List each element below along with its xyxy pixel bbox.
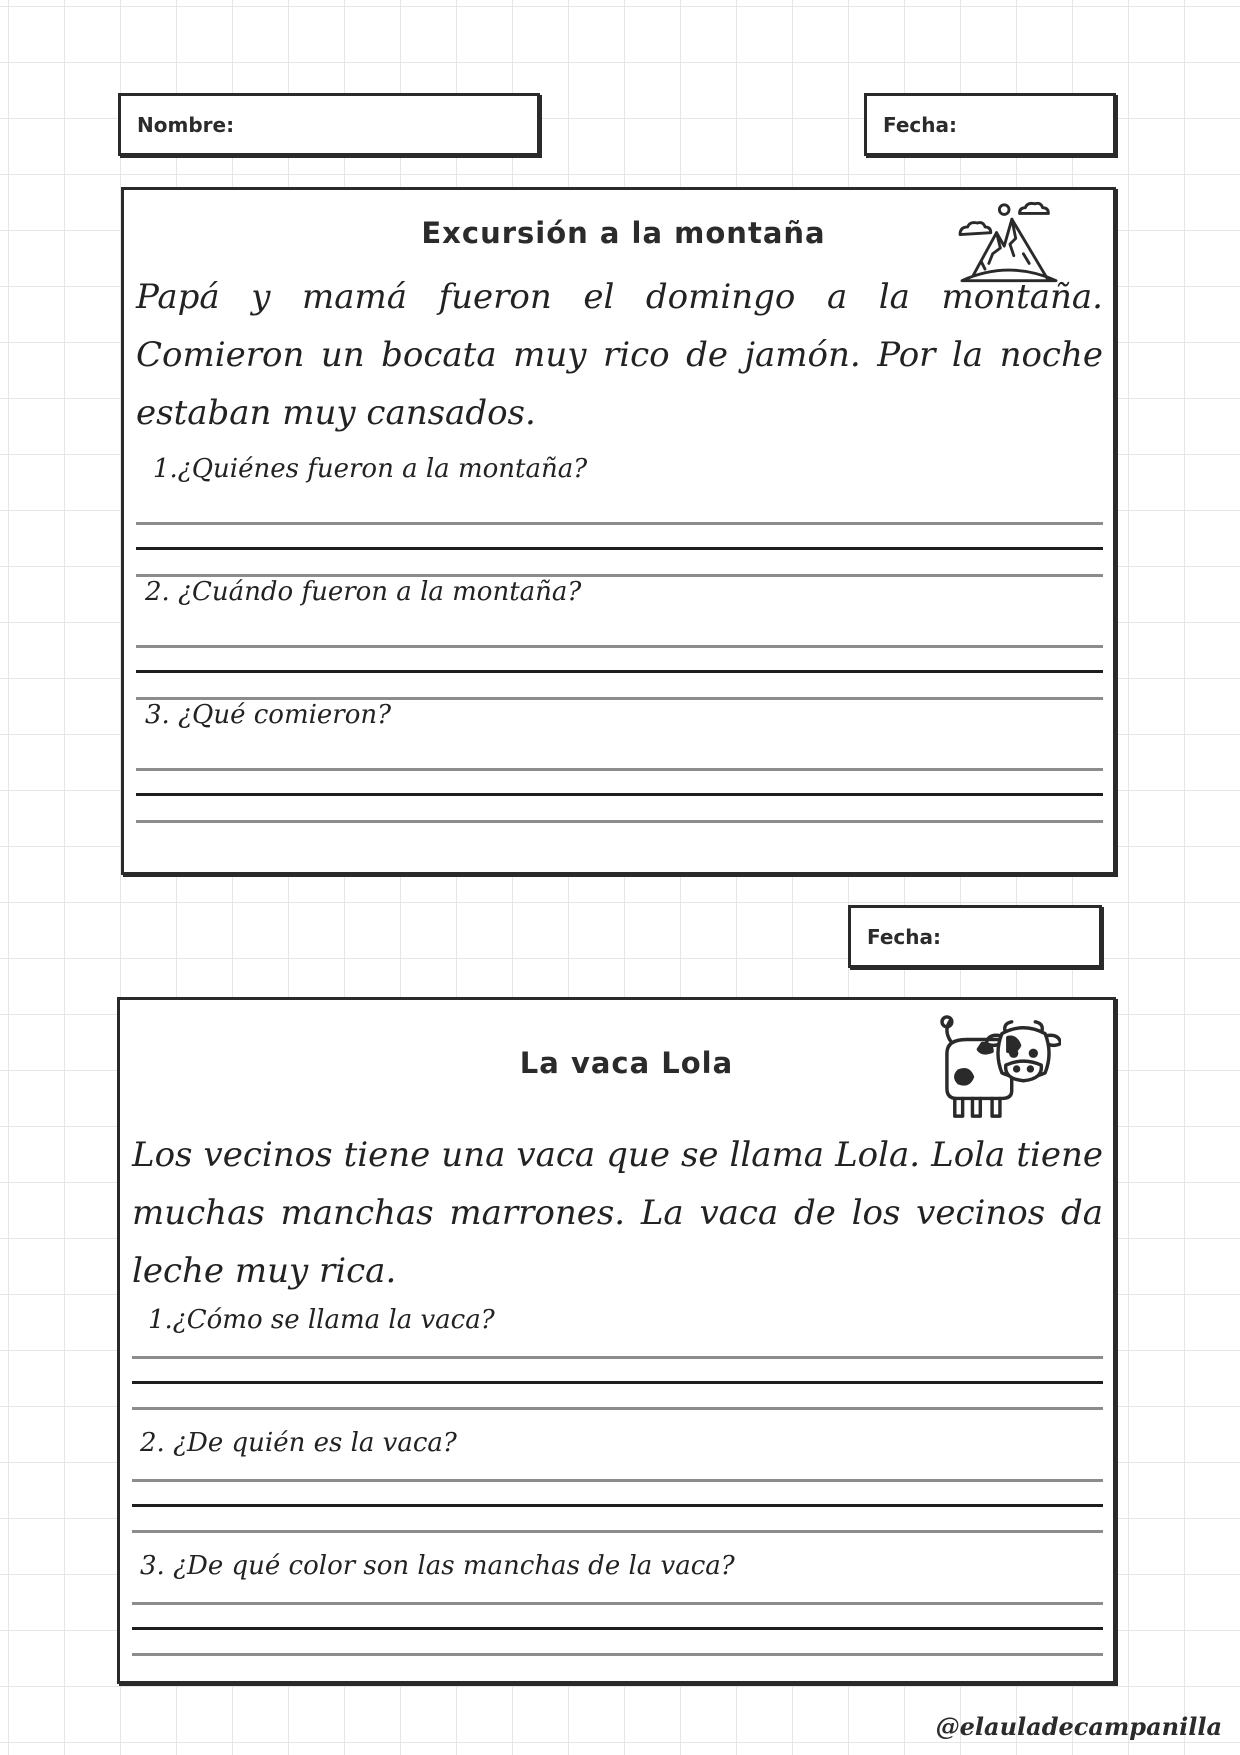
- answer-line[interactable]: [132, 1407, 1103, 1410]
- name-label: Nombre:: [137, 112, 235, 137]
- story-text: Los vecinos tiene una vaca que se llama Lola. Lola tiene muchas manchas marrones. La vaca de los vecinos da leche muy rica.: [132, 1135, 1103, 1291]
- answer-line[interactable]: [132, 1627, 1103, 1630]
- date-field-box-2[interactable]: [848, 905, 1102, 968]
- author-handle: @elauladecampanilla: [935, 1712, 1222, 1741]
- date-field-box[interactable]: [864, 93, 1116, 156]
- answer-line[interactable]: [132, 1479, 1103, 1482]
- section-title: La vaca Lola: [519, 1046, 734, 1080]
- question-2: 2. ¿De quién es la vaca?: [140, 1428, 457, 1458]
- answer-line[interactable]: [136, 670, 1103, 673]
- answer-line[interactable]: [136, 522, 1103, 525]
- name-field-box[interactable]: [118, 93, 540, 156]
- answer-line[interactable]: [136, 793, 1103, 796]
- answer-line[interactable]: [132, 1504, 1103, 1507]
- date-label: Fecha:: [883, 112, 958, 137]
- question-3: 3. ¿Qué comieron?: [145, 700, 392, 730]
- date-label: Fecha:: [867, 924, 942, 949]
- section-title: Excursión a la montaña: [421, 216, 826, 250]
- answer-line[interactable]: [136, 820, 1103, 823]
- question-1: 1.¿Cómo se llama la vaca?: [148, 1305, 495, 1335]
- reading-card-mountain: [121, 187, 1116, 875]
- answer-line[interactable]: [132, 1530, 1103, 1533]
- answer-line[interactable]: [136, 768, 1103, 771]
- question-3: 3. ¿De qué color son las manchas de la vaca?: [140, 1551, 735, 1581]
- answer-line[interactable]: [132, 1653, 1103, 1656]
- answer-line[interactable]: [136, 547, 1103, 550]
- answer-line[interactable]: [132, 1356, 1103, 1359]
- reading-card-cow: [117, 997, 1116, 1684]
- answer-line[interactable]: [132, 1381, 1103, 1384]
- answer-line[interactable]: [132, 1602, 1103, 1605]
- question-2: 2. ¿Cuándo fueron a la montaña?: [145, 577, 582, 607]
- question-1: 1.¿Quiénes fueron a la montaña?: [153, 454, 588, 484]
- answer-line[interactable]: [136, 645, 1103, 648]
- cow-icon: [933, 1014, 1061, 1122]
- story-text: Papá y mamá fueron el domingo a la montaña. Comieron un bocata muy rico de jamón. Por la noche estaban muy cansados.: [136, 277, 1103, 433]
